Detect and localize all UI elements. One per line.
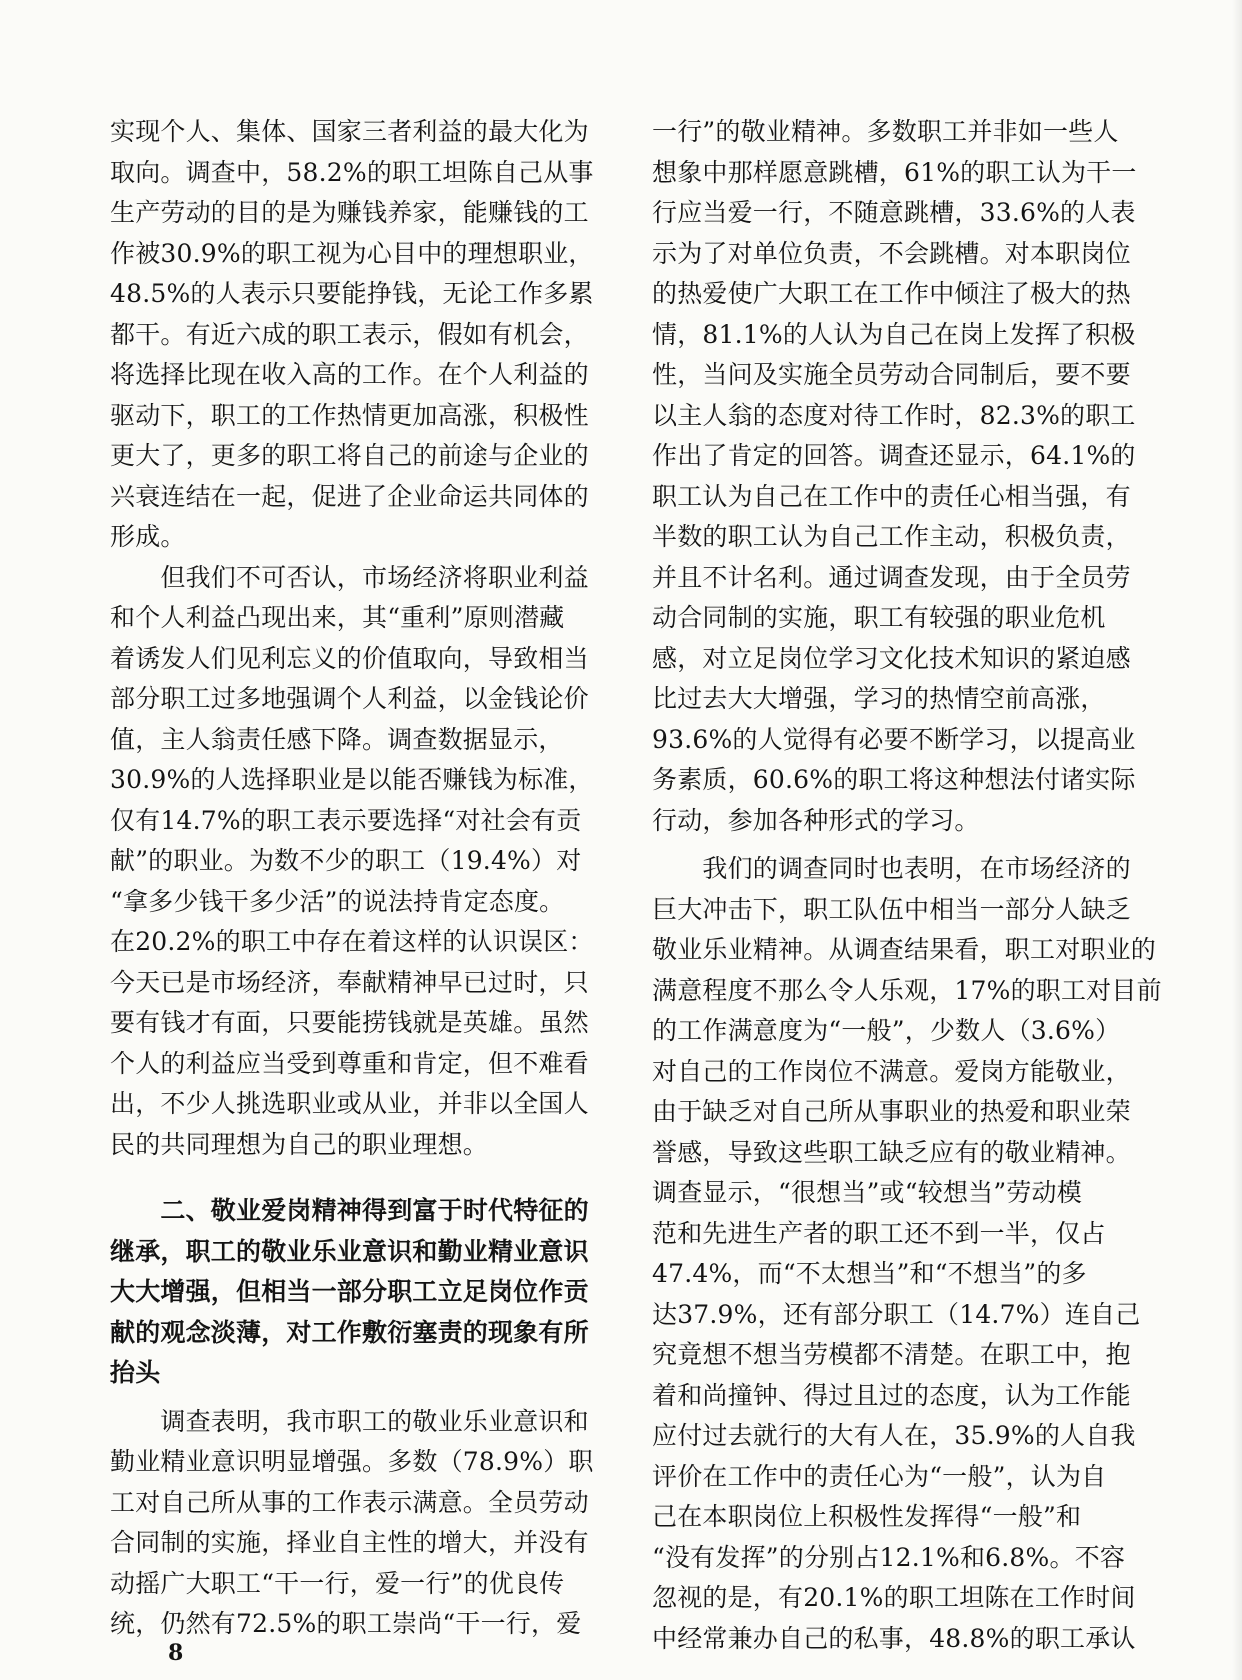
text-line: 由于缺乏对自己所从事职业的热爱和职业荣 — [652, 1097, 1131, 1126]
text-line: 更大了，更多的职工将自己的前途与企业的 — [110, 441, 589, 470]
text-line: 统，仍然有72.5%的职工崇尚“干一行，爱 — [110, 1609, 582, 1638]
text-line: 敬业乐业精神。从调查结果看，职工对职业的 — [652, 935, 1157, 964]
left-column — [110, 112, 594, 1645]
text-line: 献”的职业。为数不少的职工（19.4%）对 — [110, 846, 582, 875]
text-line: 工对自己所从事的工作表示满意。全员劳动 — [110, 1487, 589, 1517]
text-line: 情，81.1%的人认为自己在岗上发挥了积极 — [652, 319, 1136, 349]
text-line: 出，不少人挑选职业或从业，并非以全国人 — [110, 1089, 589, 1118]
text-line: 究竟想不想当劳模都不清楚。在职工中，抱 — [652, 1340, 1131, 1369]
right-column — [652, 112, 1162, 1659]
text-line: 性，当问及实施全员劳动合同制后，要不要 — [652, 360, 1131, 389]
text-line: 将选择比现在收入高的工作。在个人利益的 — [110, 360, 589, 389]
text-line: 取向。调查中，58.2%的职工坦陈自己从事 — [110, 157, 594, 187]
text-line: 调查显示，“很想当”或“较想当”劳动模 — [652, 1178, 1082, 1207]
text-line: 动摇广大职工“干一行，爱一行”的优良传 — [110, 1568, 565, 1598]
text-line: 着诱发人们见利忘义的价值取向，导致相当 — [110, 643, 589, 673]
text-line: 对自己的工作岗位不满意。爱岗方能敬业， — [652, 1056, 1131, 1086]
text-line: 兴衰连结在一起，促进了企业命运共同体的 — [110, 481, 589, 511]
text-line: 93.6%的人觉得有必要不断学习，以提高业 — [652, 724, 1136, 754]
text-line: 调查表明，我市职工的敬业乐业意识和 — [110, 1406, 589, 1436]
text-line: “拿多少钱干多少活”的说法持肯定态度。 — [110, 886, 565, 916]
text-line: 在20.2%的职工中存在着这样的认识误区： — [110, 927, 594, 956]
heading-line: 二、敬业爱岗精神得到富于时代特征的 — [110, 1196, 589, 1225]
text-line: 要有钱才有面，只要能捞钱就是英雄。虽然 — [110, 1008, 589, 1037]
text-line: “没有发挥”的分别占12.1%和6.8%。不容 — [652, 1542, 1126, 1572]
text-line: 都干。有近六成的职工表示，假如有机会， — [110, 319, 589, 349]
text-line: 仅有14.7%的职工表示要选择“对社会有贡 — [110, 805, 582, 835]
text-line: 一行”的敬业精神。多数职工并非如一些人 — [652, 117, 1119, 146]
text-line: 作被30.9%的职工视为心目中的理想职业， — [110, 238, 594, 268]
text-line: 并且不计名利。通过调查发现，由于全员劳 — [652, 562, 1131, 592]
text-line: 满意程度不那么令人乐观，17%的职工对目前 — [652, 975, 1162, 1005]
left-paragraph-3 — [110, 1402, 594, 1645]
text-line: 48.5%的人表示只要能挣钱，无论工作多累 — [110, 279, 594, 308]
heading-line: 抬头 — [110, 1358, 161, 1387]
left-paragraph-1 — [110, 112, 594, 558]
text-line: 行应当爱一行，不随意跳槽，33.6%的人表 — [652, 198, 1136, 227]
text-line: 实现个人、集体、国家三者利益的最大化为 — [110, 117, 589, 146]
heading-line: 献的观念淡薄，对工作敷衍塞责的现象有所 — [110, 1317, 589, 1347]
text-line: 47.4%，而“不太想当”和“不想当”的多 — [652, 1259, 1087, 1288]
section-spacer — [110, 1394, 588, 1402]
text-line: 务素质，60.6%的职工将这种想法付诸实际 — [652, 765, 1136, 794]
text-line: 30.9%的人选择职业是以能否赚钱为标准， — [110, 765, 594, 794]
text-line: 忽视的是，有20.1%的职工坦陈在工作时间 — [652, 1583, 1136, 1612]
text-line: 生产劳动的目的是为赚钱养家，能赚钱的工 — [110, 198, 589, 227]
text-line: 比过去大大增强，学习的热情空前高涨， — [652, 684, 1106, 713]
section-spacer — [652, 841, 1130, 849]
heading-line: 继承，职工的敬业乐业意识和勤业精业意识 — [110, 1236, 589, 1266]
text-line: 值，主人翁责任感下降。调查数据显示， — [110, 724, 564, 754]
section-spacer — [110, 1165, 588, 1191]
text-line: 达37.9%，还有部分职工（14.7%）连自己 — [652, 1299, 1141, 1329]
text-line: 个人的利益应当受到尊重和肯定，但不难看 — [110, 1048, 589, 1078]
text-line: 形成。 — [110, 522, 186, 551]
text-line: 民的共同理想为自己的职业理想。 — [110, 1129, 489, 1159]
text-line: 部分职工过多地强调个人利益，以金钱论价 — [110, 684, 589, 713]
section-heading — [110, 1191, 588, 1394]
text-line: 半数的职工认为自己工作主动，积极负责， — [652, 522, 1131, 551]
text-line: 职工认为自己在工作中的责任心相当强，有 — [652, 481, 1131, 511]
text-line: 合同制的实施，择业自主性的增大，并没有 — [110, 1528, 589, 1557]
text-line: 动合同制的实施，职工有较强的职业危机 — [652, 603, 1106, 632]
text-line: 想象中那样愿意跳槽，61%的职工认为干一 — [652, 157, 1137, 187]
text-line: 己在本职岗位上积极性发挥得“一般”和 — [652, 1502, 1082, 1531]
text-line: 以主人翁的态度对待工作时，82.3%的职工 — [652, 400, 1136, 430]
text-line: 行动，参加各种形式的学习。 — [652, 805, 980, 835]
text-line: 勤业精业意识明显增强。多数（78.9%）职 — [110, 1447, 594, 1476]
heading-line: 大大增强，但相当一部分职工立足岗位作贡 — [110, 1277, 589, 1306]
text-line: 评价在工作中的责任心为“一般”，认为自 — [652, 1461, 1107, 1491]
text-line: 巨大冲击下，职工队伍中相当一部分人缺乏 — [652, 894, 1131, 924]
text-line: 感，对立足岗位学习文化技术知识的紧迫感 — [652, 643, 1131, 673]
scan-edge-shadow — [1232, 0, 1242, 1680]
text-line: 着和尚撞钟、得过且过的态度，认为工作能 — [652, 1380, 1131, 1410]
left-paragraph-2 — [110, 558, 594, 1166]
page-number: 8 — [168, 1640, 184, 1666]
right-paragraph-1 — [652, 112, 1137, 841]
text-line: 我们的调查同时也表明，在市场经济的 — [652, 854, 1131, 883]
text-line: 作出了肯定的回答。调查还显示，64.1%的 — [652, 441, 1136, 470]
text-line: 中经常兼办自己的私事，48.8%的职工承认 — [652, 1623, 1136, 1653]
text-line: 示为了对单位负责，不会跳槽。对本职岗位 — [652, 238, 1131, 268]
text-line: 的工作满意度为“一般”，少数人（3.6%） — [652, 1016, 1121, 1045]
text-line: 今天已是市场经济，奉献精神早已过时，只 — [110, 967, 589, 997]
right-paragraph-2 — [652, 849, 1162, 1659]
text-line: 范和先进生产者的职工还不到一半，仅占 — [652, 1218, 1106, 1248]
text-line: 誉感，导致这些职工缺乏应有的敬业精神。 — [652, 1137, 1131, 1167]
text-line: 驱动下，职工的工作热情更加高涨，积极性 — [110, 400, 589, 430]
text-line: 和个人利益凸现出来，其“重利”原则潜藏 — [110, 603, 565, 632]
text-line: 但我们不可否认，市场经济将职业利益 — [110, 562, 589, 592]
text-line: 应付过去就行的大有人在，35.9%的人自我 — [652, 1421, 1136, 1450]
text-line: 的热爱使广大职工在工作中倾注了极大的热 — [652, 279, 1131, 308]
